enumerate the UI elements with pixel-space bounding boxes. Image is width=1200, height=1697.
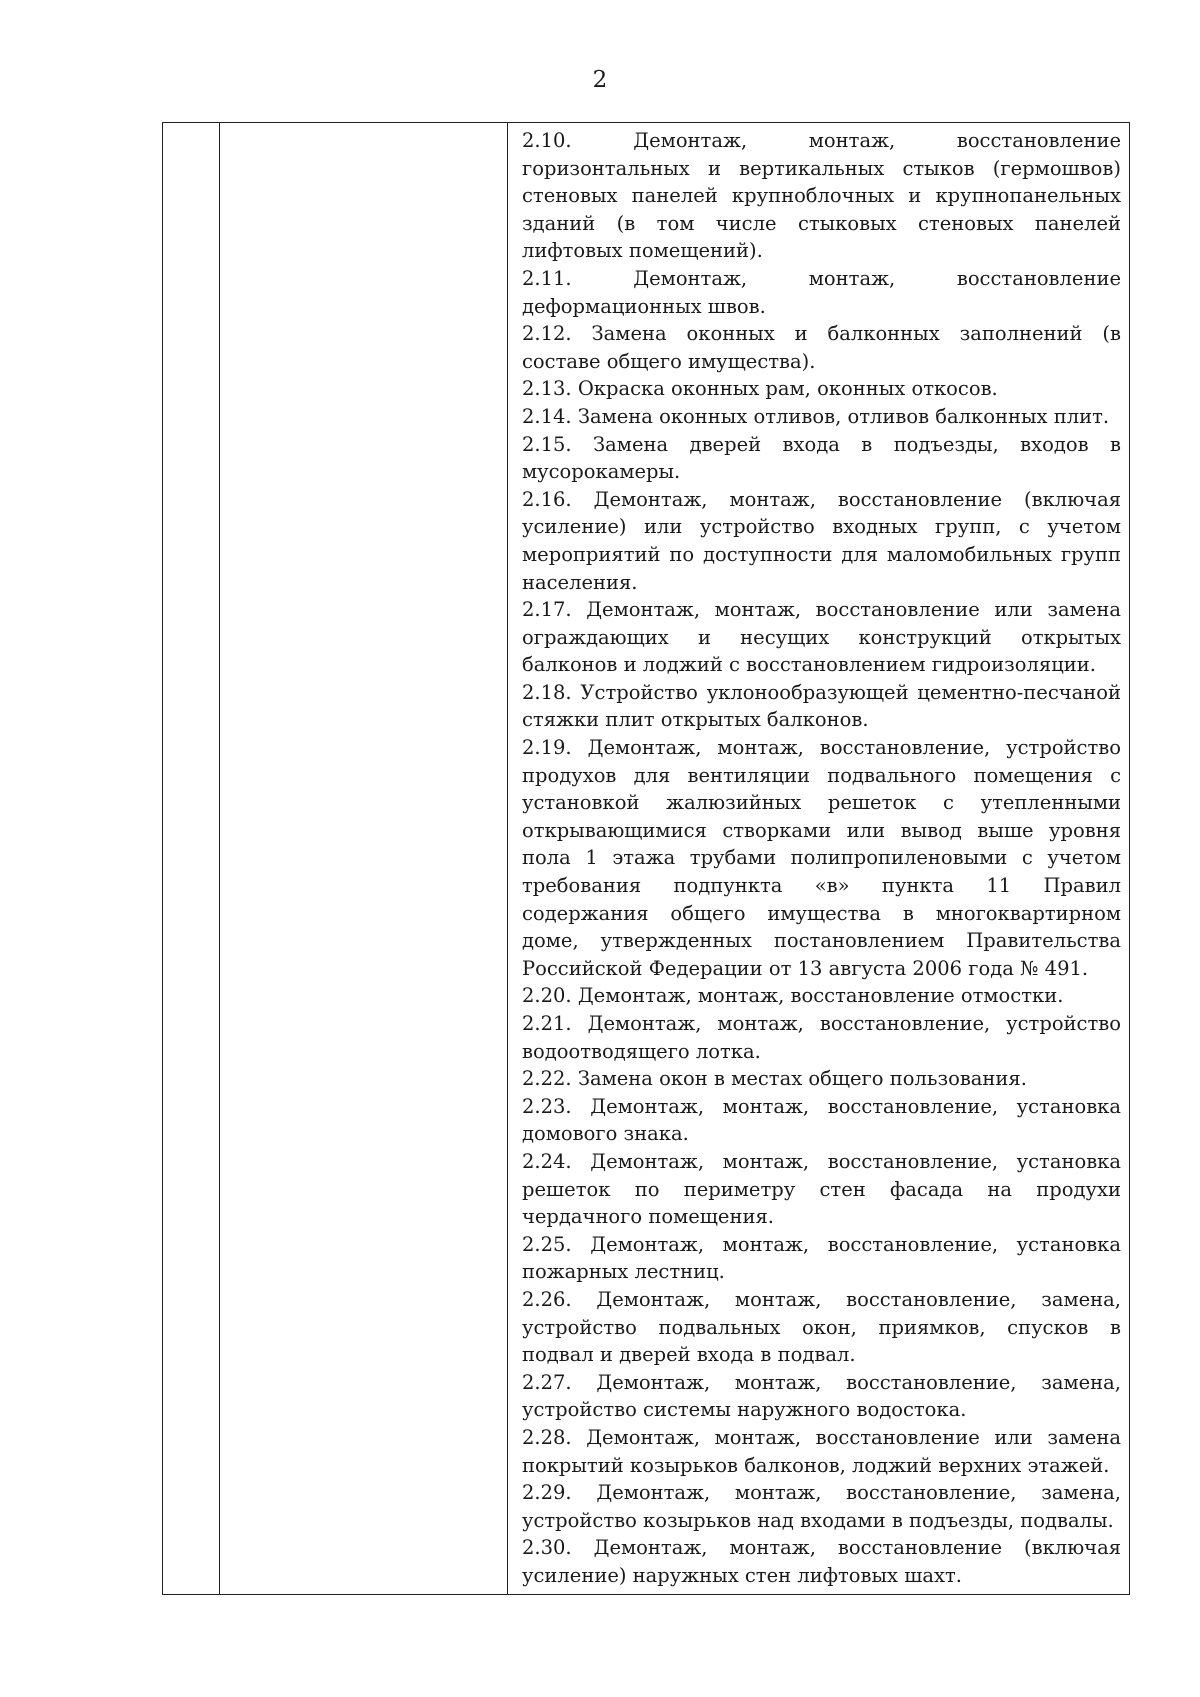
list-item: 2.28. Демонтаж, монтаж, восстановление или замена покрытий козырьков балконов, лоджий верхних этажей.	[522, 1425, 1121, 1477]
list-item: 2.14. Замена оконных отливов, отливов балконных плит.	[522, 404, 1110, 428]
table-cell-name	[220, 123, 508, 1595]
list-item: 2.15. Замена дверей входа в подъезды, входов в мусорокамеры.	[522, 432, 1121, 484]
list-item: 2.29. Демонтаж, монтаж, восстановление, замена, устройство козырьков над входами в подъезды, подвалы.	[522, 1481, 1121, 1532]
list-item: 2.13. Окраска оконных рам, оконных откосов.	[522, 377, 998, 401]
table-row	[163, 123, 1130, 1595]
list-item: 2.19. Демонтаж, монтаж, восстановление, устройство продухов для вентиляции подвального помещения с установкой жалюзийных решеток с утепленными открывающимися створками или вывод выше уровня пола 1 этажа трубами полипропиленовыми с учетом требования подпункта «в» пункта 11 Правил содержания общего имущества в многоквартирном доме, утвержденных постановлением Правительства Российской Федерации от 13 августа 2006 года № 491.	[522, 736, 1121, 980]
list-item: 2.21. Демонтаж, монтаж, восстановление, устройство водоотводящего лотка.	[522, 1012, 1121, 1063]
works-table	[162, 122, 1130, 1595]
list-item: 2.23. Демонтаж, монтаж, восстановление, установка домового знака.	[522, 1094, 1121, 1146]
list-item: 2.12. Замена оконных и балконных заполнений (в составе общего имущества).	[522, 322, 1121, 373]
page-number: 2	[592, 67, 608, 93]
list-item: 2.17. Демонтаж, монтаж, восстановление или замена ограждающих и несущих конструкций открытых балконов и лоджий с восстановлением гидроизоляции.	[522, 598, 1121, 677]
list-item: 2.18. Устройство уклонообразующей цементно-песчаной стяжки плит открытых балконов.	[522, 680, 1121, 732]
list-item: 2.25. Демонтаж, монтаж, восстановление, установка пожарных лестниц.	[522, 1232, 1121, 1284]
list-item: 2.30. Демонтаж, монтаж, восстановление (включая усиление) наружных стен лифтовых шахт.	[522, 1536, 1121, 1587]
list-item: 2.10. Демонтаж, монтаж, восстановление горизонтальных и вертикальных стыков (гермошвов) стеновых панелей крупноблочных и крупнопанельных зданий (в том числе стыковых стеновых панелей лифтовых помещений).	[522, 129, 1121, 263]
list-item: 2.11. Демонтаж, монтаж, восстановление деформационных швов.	[522, 266, 1121, 318]
list-item: 2.16. Демонтаж, монтаж, восстановление (включая усиление) или устройство входных групп, с учетом мероприятий по доступности для маломобильных групп населения.	[522, 487, 1121, 594]
list-item: 2.27. Демонтаж, монтаж, восстановление, замена, устройство системы наружного водостока.	[522, 1370, 1121, 1422]
list-item: 2.26. Демонтаж, монтаж, восстановление, замена, устройство подвальных окон, приямков, спусков в подвал и дверей входа в подвал.	[522, 1287, 1121, 1367]
list-item: 2.20. Демонтаж, монтаж, восстановление отмостки.	[522, 984, 1064, 1008]
list-item: 2.22. Замена окон в местах общего пользования.	[522, 1067, 1027, 1091]
works-list	[508, 123, 1129, 1589]
table-cell-number	[163, 123, 220, 1595]
list-item: 2.24. Демонтаж, монтаж, восстановление, установка решеток по периметру стен фасада на продухи чердачного помещения.	[522, 1149, 1121, 1229]
table-cell-works	[508, 123, 1130, 1595]
